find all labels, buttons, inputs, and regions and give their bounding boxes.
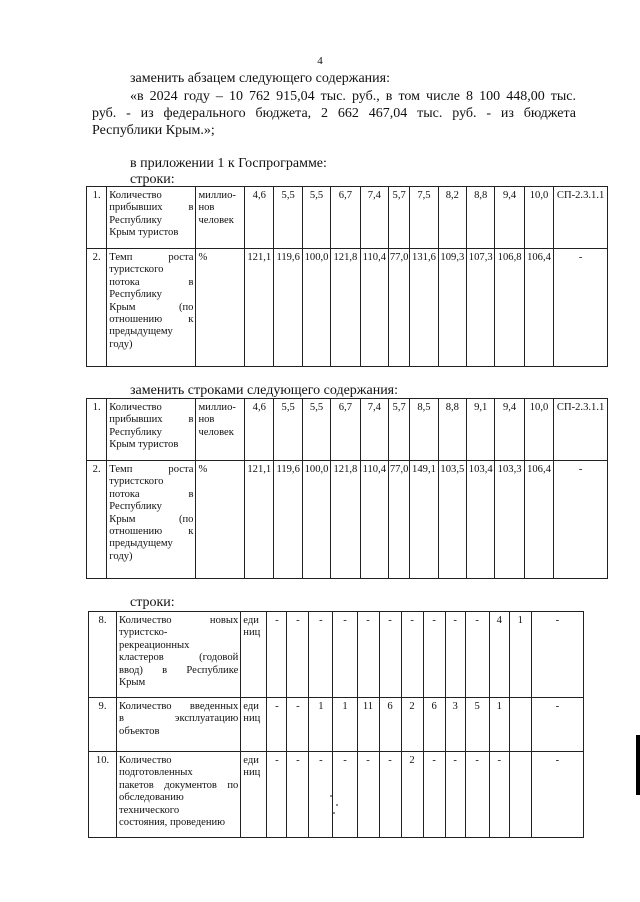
value-cell: 121,1 (245, 249, 274, 367)
indicator-name-line: рекреационных (119, 639, 190, 651)
indicator-name-line: ввод) в Республике (119, 664, 239, 676)
indicator-name (117, 752, 241, 838)
value-cell: 119,6 (274, 249, 302, 367)
value-cell: 1 (333, 698, 357, 752)
indicator-name-line: туристского (109, 476, 164, 488)
row-number: 1. (87, 399, 107, 461)
value-cell: - (267, 698, 287, 752)
value-cell: 3 (445, 698, 465, 752)
unit-line: еди (243, 615, 259, 626)
indicator-name-line: в эксплуатацию (119, 713, 239, 725)
program-code: СП-2.3.1.1 (554, 399, 608, 461)
value-cell: 8,8 (467, 187, 495, 249)
unit-cell (241, 752, 267, 838)
indicator-name-line: пакетов документов по (119, 779, 239, 791)
unit-cell: миллио-нов человек (196, 187, 245, 249)
value-cell: - (287, 612, 309, 698)
quote-line-2: руб. - из федерального бюджета, 2 662 467,04 тыс. руб. - из бюджета (92, 106, 576, 121)
indicator-name-line: состояния, проведению (119, 817, 226, 829)
value-cell: 10,0 (524, 187, 553, 249)
table-row (87, 461, 608, 579)
value-cell: 7,4 (360, 187, 388, 249)
indicator-name-line: Крым (по (109, 301, 194, 313)
program-code: - (531, 612, 583, 698)
indicator-name-line: Количество введенных (119, 701, 239, 712)
value-cell: 9,1 (467, 399, 495, 461)
value-cell: - (267, 752, 287, 838)
indicator-name-line: потока в (109, 276, 194, 288)
indicator-name-line: технического (119, 804, 180, 816)
row-number: 10. (89, 752, 117, 838)
indicator-name-line: подготовленных (119, 767, 193, 779)
value-cell (509, 752, 531, 838)
value-cell: 5,7 (389, 187, 410, 249)
indicator-name-line: Республику (109, 426, 162, 438)
indicator-name-line: Количество (109, 402, 162, 413)
unit-cell (241, 698, 267, 752)
value-cell: 5,7 (389, 399, 410, 461)
value-cell: 131,6 (410, 249, 438, 367)
value-cell: - (379, 612, 401, 698)
unit-line: ниц (243, 713, 261, 725)
value-cell: 10,0 (524, 399, 553, 461)
scan-speck (333, 812, 335, 814)
value-cell: 77,0 (389, 461, 410, 579)
unit-line: еди (243, 755, 259, 766)
value-cell: 100,0 (302, 249, 330, 367)
value-cell: 149,1 (410, 461, 438, 579)
indicator-name-line: отношению к (109, 526, 194, 538)
value-cell: 11 (357, 698, 379, 752)
table-row (89, 698, 584, 752)
value-cell: - (357, 752, 379, 838)
indicator-name-line: кластеров (годовой (119, 652, 239, 664)
indicator-name-line: туристско- (119, 627, 168, 639)
rows-label: строки: (130, 172, 175, 187)
indicator-name-line: предыдущему (109, 326, 173, 338)
value-cell: - (423, 612, 445, 698)
value-cell: - (333, 752, 357, 838)
value-cell: 4 (489, 612, 509, 698)
value-cell: - (465, 612, 489, 698)
value-cell: 103,5 (438, 461, 466, 579)
table-row (89, 612, 584, 698)
indicator-name-line: Республику (109, 289, 162, 301)
indicator-name (107, 249, 196, 367)
scan-edge-mark (636, 735, 640, 795)
unit-cell: % (196, 249, 245, 367)
value-cell: 4,6 (245, 187, 274, 249)
value-cell: 100,0 (302, 461, 330, 579)
value-cell (509, 698, 531, 752)
value-cell: 6,7 (331, 399, 360, 461)
value-cell: - (287, 752, 309, 838)
value-cell: 106,4 (524, 461, 553, 579)
indicator-name-line: прибывших в (109, 202, 194, 214)
value-cell: 5,5 (274, 187, 302, 249)
program-code: - (554, 461, 608, 579)
indicator-name-line: Количество (119, 755, 172, 766)
indicator-name-line: году) (109, 550, 133, 562)
scan-speck (336, 804, 338, 806)
value-cell: - (423, 752, 445, 838)
row-number: 8. (89, 612, 117, 698)
page-number: 4 (317, 55, 323, 67)
value-cell: 5 (465, 698, 489, 752)
value-cell: 1 (509, 612, 531, 698)
value-cell: 121,8 (331, 249, 360, 367)
unit-line: еди (243, 701, 259, 712)
unit-cell: миллио-нов человек (196, 399, 245, 461)
value-cell: - (379, 752, 401, 838)
value-cell: 8,2 (438, 187, 466, 249)
indicator-name (117, 698, 241, 752)
appendix-line: в приложении 1 к Госпрограмме: (130, 156, 327, 171)
row-number: 1. (87, 187, 107, 249)
indicator-name-line: прибывших в (109, 414, 194, 426)
indicator-name-line: Крым туристов (109, 439, 179, 451)
value-cell: 121,8 (331, 461, 360, 579)
program-code: - (554, 249, 608, 367)
value-cell: - (333, 612, 357, 698)
program-code: СП-2.3.1.1 (554, 187, 608, 249)
quote-line-3: Республики Крым.»; (92, 123, 215, 138)
table-row (87, 399, 608, 461)
value-cell: 1 (309, 698, 333, 752)
unit-cell: % (196, 461, 245, 579)
indicator-name-line: Республику (109, 214, 162, 226)
table-row (87, 187, 608, 249)
indicator-name-line: Республику (109, 501, 162, 513)
value-cell: - (489, 752, 509, 838)
unit-line: ниц (243, 627, 261, 639)
intro-line: заменить абзацем следующего содержания: (130, 71, 390, 86)
value-cell: - (465, 752, 489, 838)
value-cell: 7,5 (410, 187, 438, 249)
value-cell: - (401, 612, 423, 698)
value-cell: 9,4 (495, 187, 524, 249)
value-cell: 6 (423, 698, 445, 752)
value-cell: 109,3 (438, 249, 466, 367)
indicator-name-line: Количество (109, 190, 162, 201)
indicator-name-line: Крым (119, 677, 146, 689)
value-cell: 107,3 (467, 249, 495, 367)
indicator-name (107, 187, 196, 249)
value-cell: 121,1 (245, 461, 274, 579)
scan-speck (330, 795, 332, 797)
indicator-name-line: Темп роста (109, 252, 194, 263)
value-cell: 2 (401, 752, 423, 838)
value-cell: 2 (401, 698, 423, 752)
value-cell: 4,6 (245, 399, 274, 461)
value-cell: 5,5 (302, 399, 330, 461)
row-number: 2. (87, 249, 107, 367)
value-cell: - (357, 612, 379, 698)
value-cell: 6 (379, 698, 401, 752)
value-cell: 110,4 (360, 461, 388, 579)
value-cell: 9,4 (495, 399, 524, 461)
table-old-indicators (86, 186, 608, 367)
indicator-name-line: туристского (109, 264, 164, 276)
replace-label: заменить строками следующего содержания: (130, 383, 399, 398)
value-cell: 103,3 (495, 461, 524, 579)
value-cell: - (309, 752, 333, 838)
row-number: 2. (87, 461, 107, 579)
indicator-name-line: отношению к (109, 314, 194, 326)
value-cell: 119,6 (274, 461, 302, 579)
value-cell: 106,8 (495, 249, 524, 367)
value-cell: 103,4 (467, 461, 495, 579)
indicator-name-line: обследованию (119, 792, 184, 804)
program-code: - (531, 698, 583, 752)
value-cell: 8,8 (438, 399, 466, 461)
indicator-name-line: потока в (109, 488, 194, 500)
value-cell: 1 (489, 698, 509, 752)
value-cell: 7,4 (360, 399, 388, 461)
value-cell: - (267, 612, 287, 698)
indicator-name (107, 461, 196, 579)
value-cell: 77,0 (389, 249, 410, 367)
row-number: 9. (89, 698, 117, 752)
value-cell: - (309, 612, 333, 698)
indicator-name-line: Крым туристов (109, 227, 179, 239)
table-new-indicators (86, 398, 608, 579)
indicator-name-line: объектов (119, 725, 160, 737)
indicator-name-line: году) (109, 338, 133, 350)
indicator-name-line: Количество новых (119, 615, 239, 626)
value-cell: 5,5 (274, 399, 302, 461)
value-cell: 5,5 (302, 187, 330, 249)
indicator-name-line: Крым (по (109, 513, 194, 525)
indicator-name-line: Темп роста (109, 464, 194, 475)
indicator-name (117, 612, 241, 698)
indicator-name-line: предыдущему (109, 538, 173, 550)
table-row (89, 752, 584, 838)
value-cell: - (445, 752, 465, 838)
value-cell: - (287, 698, 309, 752)
unit-cell (241, 612, 267, 698)
program-code: - (531, 752, 583, 838)
value-cell: 6,7 (331, 187, 360, 249)
value-cell: 8,5 (410, 399, 438, 461)
unit-line: ниц (243, 767, 261, 779)
table-row (87, 249, 608, 367)
value-cell: 106,4 (524, 249, 553, 367)
value-cell: 110,4 (360, 249, 388, 367)
quote-line-1: «в 2024 году – 10 762 915,04 тыс. руб., в том числе 8 100 448,00 тыс. (130, 89, 576, 104)
indicator-name (107, 399, 196, 461)
rows-label-2: строки: (130, 595, 175, 610)
value-cell: - (445, 612, 465, 698)
